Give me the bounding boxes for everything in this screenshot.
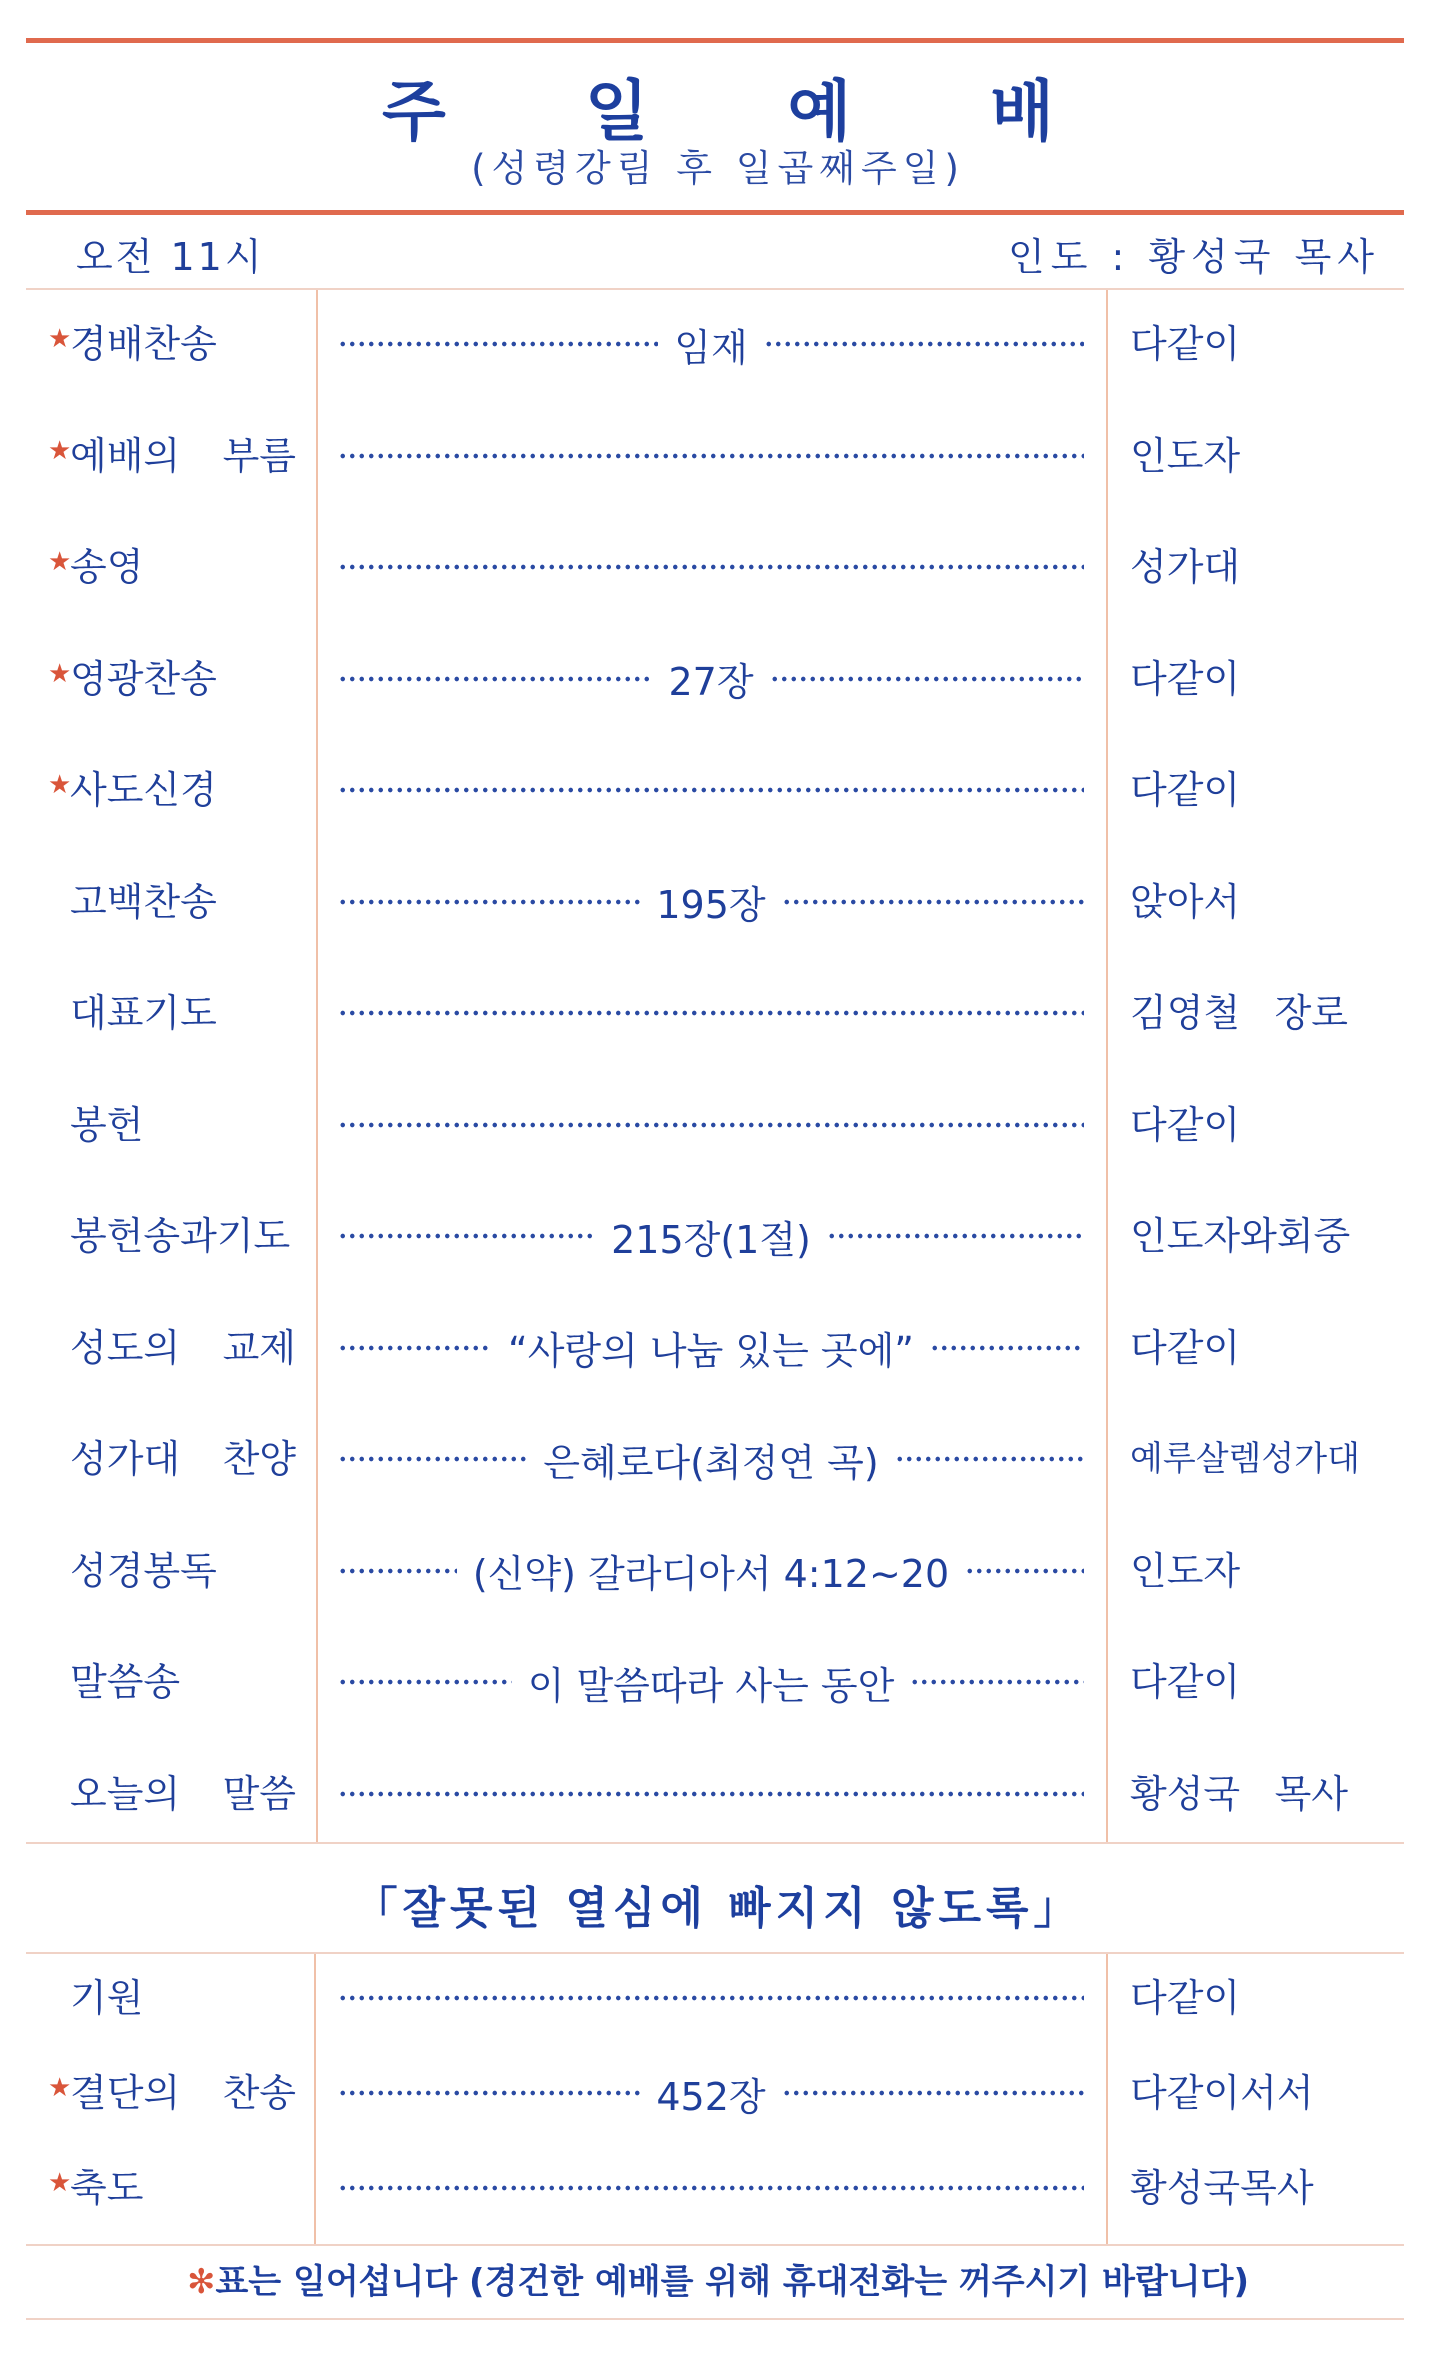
service-item-performer: 다같이	[1130, 1660, 1241, 1704]
service-item-label: 송영	[70, 545, 144, 589]
service-item-reference: 이 말씀따라 사는 동안	[527, 1663, 895, 1708]
service-title: 주 일 예 배	[382, 73, 1112, 150]
service-item-detail	[338, 983, 1084, 1043]
dot-leader	[338, 537, 1084, 597]
standing-star-icon: ★	[48, 2073, 72, 2103]
service-item-label: 고백찬송	[70, 879, 217, 924]
dot-leader	[338, 1206, 595, 1266]
service-item-detail	[338, 1095, 1084, 1155]
dot-leader	[782, 872, 1084, 932]
dot-leader	[782, 2063, 1084, 2123]
service-row	[0, 2063, 1436, 2123]
service-row	[0, 426, 1436, 486]
service-item-performer: 다같이	[1130, 1976, 1241, 2020]
service-item-performer: 앉아서	[1130, 879, 1241, 924]
service-item-label: 사도신경	[70, 768, 217, 812]
service-row	[0, 2158, 1436, 2218]
service-item-performer: 다같이	[1130, 768, 1241, 812]
dot-leader	[338, 2158, 1084, 2218]
dot-leader	[910, 1652, 1084, 1712]
standing-star-icon: ★	[48, 658, 72, 689]
service-row	[0, 1318, 1436, 1378]
service-item-detail	[338, 760, 1084, 820]
standing-star-icon: ★	[48, 770, 72, 800]
service-item-detail	[338, 1541, 1084, 1601]
sermon-title: 「잘못된 열심에 빠지지 않도록」	[353, 1883, 1083, 1934]
dot-leader	[338, 872, 640, 932]
service-row	[0, 1206, 1436, 1266]
dot-leader	[338, 1095, 1084, 1155]
service-row	[0, 537, 1436, 597]
dot-leader	[338, 760, 1084, 820]
dot-leader	[338, 314, 658, 374]
service-item-detail	[338, 426, 1084, 486]
service-item-performer: 다같이	[1130, 656, 1241, 701]
service-item-performer: 인도자	[1130, 433, 1241, 478]
service-item-detail	[338, 1206, 1084, 1266]
service-leader: 인도 : 황성국 목사	[1008, 235, 1380, 279]
service-row	[0, 649, 1436, 709]
footer-note-text: 표는 일어섭니다 (경건한 예배를 위해 휴대전화는 꺼주시기 바랍니다)	[215, 2262, 1250, 2302]
service-item-performer: 인도자	[1130, 1548, 1241, 1593]
service-item-detail	[338, 1429, 1084, 1489]
service-item-detail	[338, 2063, 1084, 2123]
dot-leader	[338, 1429, 527, 1489]
service-item-label: 봉헌	[70, 1102, 144, 1147]
service-item-label: 성가대 찬양	[70, 1437, 296, 1481]
dot-leader	[338, 1541, 457, 1601]
dot-leader	[338, 1652, 512, 1712]
standing-star-icon: ★	[48, 435, 72, 466]
service-subtitle: (성령강림 후 일곱째주일)	[471, 147, 965, 190]
service-item-reference: 임재	[674, 325, 748, 370]
service-item-reference: 452장	[656, 2074, 766, 2119]
service-item-label: 성도의 교제	[70, 1325, 296, 1370]
service-item-detail	[338, 1318, 1084, 1378]
service-item-detail	[338, 649, 1084, 709]
dot-leader	[338, 1318, 492, 1378]
standing-star-icon: ★	[48, 547, 72, 577]
service-row	[0, 760, 1436, 820]
service-item-label: 축도	[70, 2166, 144, 2210]
service-item-label: 대표기도	[70, 991, 217, 1035]
dot-leader	[930, 1318, 1084, 1378]
service-row	[0, 314, 1436, 374]
service-item-label: 성경봉독	[70, 1548, 217, 1593]
asterisk-icon: ✻	[186, 2262, 216, 2302]
order-bottom-rule	[26, 1842, 1404, 1844]
service-row	[0, 1968, 1436, 2028]
service-item-detail	[338, 1652, 1084, 1712]
service-item-reference: (신약) 갈라디아서 4:12~20	[472, 1552, 950, 1596]
service-item-label: 예배의 부름	[70, 433, 296, 478]
service-item-label: 기원	[70, 1976, 144, 2020]
service-item-performer: 다같이	[1130, 1325, 1241, 1370]
service-row	[0, 983, 1436, 1043]
closing-top-rule	[26, 1952, 1404, 1954]
service-item-label: 오늘의 말씀	[70, 1771, 296, 1816]
dot-leader	[965, 1541, 1084, 1601]
service-item-reference: 27장	[668, 660, 754, 704]
column-divider-left	[316, 290, 318, 1844]
dot-leader	[338, 983, 1084, 1043]
dot-leader	[338, 1764, 1084, 1824]
service-row	[0, 872, 1436, 932]
service-item-detail	[338, 537, 1084, 597]
closing-bottom-rule	[26, 2244, 1404, 2246]
service-item-performer: 예루살렘성가대	[1130, 1439, 1360, 1479]
service-item-label: 결단의 찬송	[70, 2071, 296, 2115]
service-time: 오전 11시	[76, 235, 265, 279]
service-item-performer: 인도자와회중	[1130, 1214, 1351, 1258]
service-item-reference: “사랑의 나눔 있는 곳에”	[508, 1329, 914, 1373]
service-item-performer: 다같이	[1130, 322, 1241, 366]
service-item-reference: 은혜로다(최정연 곡)	[543, 1440, 879, 1485]
dot-leader	[338, 649, 652, 709]
service-item-label: 영광찬송	[70, 656, 217, 701]
service-row	[0, 1429, 1436, 1489]
dot-leader	[827, 1206, 1084, 1266]
service-row	[0, 1095, 1436, 1155]
service-item-performer: 성가대	[1130, 545, 1241, 589]
dot-leader	[770, 649, 1084, 709]
service-item-detail	[338, 872, 1084, 932]
service-item-label: 경배찬송	[70, 322, 217, 366]
dot-leader	[764, 314, 1084, 374]
service-item-performer: 황성국 목사	[1130, 1771, 1348, 1816]
service-item-performer: 다같이	[1130, 1102, 1241, 1147]
header-rule	[26, 210, 1404, 215]
dot-leader	[338, 2063, 640, 2123]
service-item-reference: 215장(1절)	[611, 1217, 811, 1262]
service-item-performer: 다같이서서	[1130, 2071, 1314, 2115]
service-item-detail	[338, 314, 1084, 374]
service-item-label: 말씀송	[70, 1660, 181, 1704]
service-row	[0, 1652, 1436, 1712]
dot-leader	[338, 1968, 1084, 2028]
service-row	[0, 1541, 1436, 1601]
service-item-performer: 황성국목사	[1130, 2166, 1314, 2210]
service-item-detail	[338, 1764, 1084, 1824]
footer-rule	[26, 2318, 1404, 2320]
service-item-detail	[338, 1968, 1084, 2028]
service-item-detail	[338, 2158, 1084, 2218]
service-item-performer: 김영철 장로	[1130, 991, 1348, 1035]
order-top-rule	[26, 288, 1404, 290]
dot-leader	[895, 1429, 1084, 1489]
service-row	[0, 1764, 1436, 1824]
standing-star-icon: ★	[48, 324, 72, 354]
column-divider-right	[1106, 290, 1108, 1844]
standing-star-icon: ★	[48, 2168, 72, 2198]
top-rule	[26, 38, 1404, 43]
dot-leader	[338, 426, 1084, 486]
footer-note	[0, 2254, 1436, 2303]
service-item-label: 봉헌송과기도	[70, 1214, 291, 1258]
service-item-reference: 195장	[656, 883, 766, 927]
